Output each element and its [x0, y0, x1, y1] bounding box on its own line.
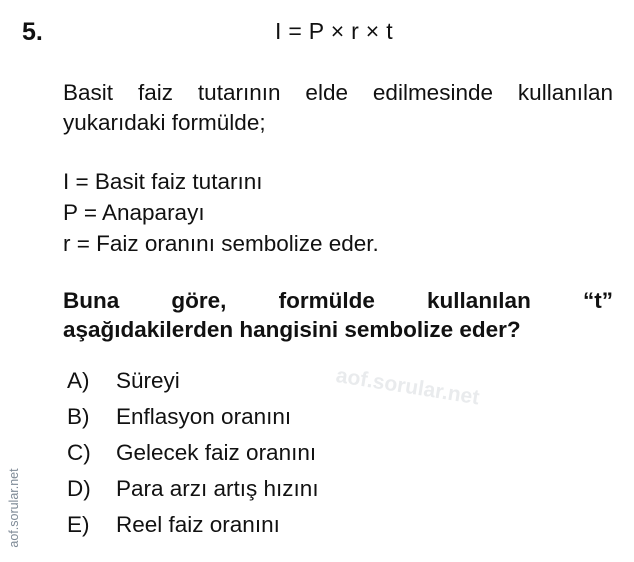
definitions-list	[63, 166, 379, 259]
option-letter: E)	[67, 512, 90, 537]
answer-options	[67, 366, 467, 546]
watermark-side-text: aof.sorular.net	[7, 468, 21, 548]
watermark-side	[3, 458, 25, 558]
option-c[interactable]	[67, 438, 467, 474]
option-text: Reel faiz oranını	[116, 512, 280, 537]
option-e[interactable]	[67, 510, 467, 546]
option-text: Para arzı artış hızını	[116, 476, 319, 501]
option-letter: D)	[67, 476, 91, 501]
question-prompt	[63, 286, 613, 344]
prompt-line-2: aşağıdakilerden hangisini sembolize eder?	[63, 317, 521, 342]
definition-i: I = Basit faiz tutarını	[63, 169, 263, 194]
option-d[interactable]	[67, 474, 467, 510]
option-text: Gelecek faiz oranını	[116, 440, 317, 465]
intro-line-2: yukarıdaki formülde;	[63, 110, 266, 135]
option-letter: C)	[67, 440, 91, 465]
option-text: Enflasyon oranını	[116, 404, 292, 429]
option-text: Süreyi	[116, 368, 180, 393]
question-intro	[63, 78, 613, 138]
intro-line-1: Basit faiz tutarının elde edilmesinde kullanılan	[63, 80, 613, 105]
option-letter: B)	[67, 404, 90, 429]
formula: I = P × r × t	[275, 18, 393, 44]
definition-r: r = Faiz oranını sembolize eder.	[63, 231, 379, 256]
prompt-line-1: Buna göre, formülde kullanılan “t”	[63, 288, 613, 313]
option-letter: A)	[67, 368, 90, 393]
definition-p: P = Anaparayı	[63, 200, 205, 225]
question-number: 5.	[22, 18, 43, 46]
option-b[interactable]	[67, 402, 467, 438]
option-a[interactable]	[67, 366, 467, 402]
watermark-center: aof.sorular.net	[334, 364, 481, 410]
